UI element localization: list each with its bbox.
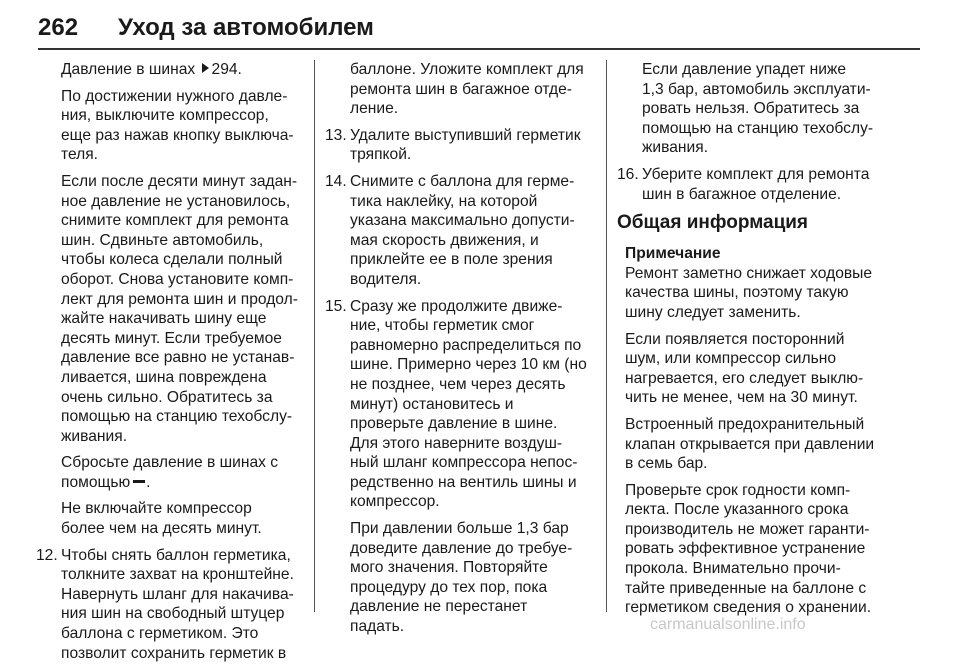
list-item-12 [36,546,306,664]
text-line: ное давление не установилось, [61,192,291,210]
text-line: качества шины, поэтому такую [625,284,849,302]
text-line: По достижении нужного давле- [61,87,288,105]
text-line: нагревается, его следует выклю- [625,369,864,387]
text-line: чить не менее, чем на 30 минут. [625,389,858,407]
text-line: шин. Сдвиньте автомобиль, [61,231,264,249]
text-line: еще раз нажав кнопку выключа- [61,126,294,144]
text-line: ние, чтобы герметик смог [350,317,535,335]
text-line: оборот. Снова установите комп- [61,270,294,288]
text-line: баллона с герметиком. Это [61,625,259,643]
column-1 [36,60,306,670]
text-line: ровать нельзя. Обратитесь за [642,100,860,118]
text-line: Не включайте компрессор [61,500,252,518]
paragraph-pressure-drop [617,60,891,158]
paragraph-compressor-limit [36,499,306,538]
text-line: доведите давление до требуе- [350,539,573,557]
paragraph-pressure-ref: Давление в шинах 294. [61,61,242,78]
text-line: не позднее, чем через десять [350,375,566,393]
note-paragraph [625,481,891,618]
text-line: Навернуть шланг для накачива- [61,585,294,603]
text-line: шин в багажное отделение. [642,185,842,203]
text-line: десять минут. Если требуемое [61,329,282,347]
text-line: помощью на станцию техобслу- [642,119,874,137]
text-line: Снимите с баллона для герме- [350,172,575,190]
text-line: компрессор. [350,493,440,511]
text-line: равномерно распределиться по [350,336,582,354]
item-number: 15. [325,297,347,315]
text-line: в семь бар. [625,455,708,473]
text-line: мая скорость движения, и [350,231,539,249]
list-item-15 [325,297,603,513]
text-line: При давлении больше 1,3 бар [350,520,569,538]
paragraph-ten-minutes [36,172,306,446]
note-title: Примечание [625,245,721,263]
text-line: Чтобы снять баллон герметика, [61,546,291,564]
text-line: баллоне. Уложите комплект для [350,61,584,78]
text-line: Если после десяти минут задан- [61,172,298,190]
text-line: давление все равно не устанав- [61,349,295,367]
text-line: Удалите выступивший герметик [350,126,581,144]
text-line: шину следует заменить. [625,303,801,321]
text-line: живания. [61,427,128,445]
page-header [38,8,920,48]
text-line: толкните захват на кронштейне. [61,566,294,584]
text-line: указана максимально допусти- [350,212,575,230]
text-line: прокола. Внимательно прочи- [625,560,841,578]
paragraph-turn-off [36,87,306,165]
note-block [617,244,891,618]
column-divider [314,60,315,612]
text-line: ление. [350,100,399,118]
text-line: теля. [61,146,98,164]
text-line: более чем на десять минут. [61,520,262,538]
text-line: давление не перестанет [350,598,528,616]
text-line: 1,3 бар, автомобиль эксплуати- [642,80,871,98]
list-item-14 [325,172,603,290]
text-line: помощью на станцию техобслу- [61,408,293,426]
text-line: живания. [642,139,709,157]
text-line: снимите комплект для ремонта [61,212,289,230]
note-paragraph [625,264,891,323]
watermark: carmanualsonline.info [650,616,806,633]
page-title: Уход за автомобилем [118,14,374,41]
page-number: 262 [38,14,79,41]
text-line: Для этого наверните воздуш- [350,434,563,452]
text-line: проверьте давление в шине. [350,415,558,433]
paragraph-continued [325,60,603,119]
triangle-right-icon [202,63,209,73]
text-line: ния шин на свободный штуцер [61,605,285,623]
text-line: ровать эффективное устранение [625,540,866,558]
text-line: ремонта шин в багажное отде- [350,80,573,98]
text-line: очень сильно. Обратитесь за [61,388,273,406]
text-line: шум, или компрессор сильно [625,350,837,368]
item-number: 14. [325,172,347,190]
text-line: Проверьте срок годности комп- [625,481,851,499]
list-item-16 [617,165,891,204]
item-number: 12. [36,546,58,564]
minus-dash-icon [133,480,145,483]
text-line: Уберите комплект для ремонта [642,165,870,183]
item-number: 16. [617,165,639,183]
column-3 [617,60,891,625]
text-line: чтобы колеса сделали полный [61,251,283,269]
text-line: ный шланг компрессора непос- [350,454,578,472]
header-rule [38,48,920,50]
text-line: шине. Примерно через 10 км (но [350,356,587,374]
item-text [642,165,891,204]
text-line: редственно на вентиль шины и [350,473,577,491]
text-line: тика наклейку, на которой [350,192,538,210]
text-line: падать. [350,618,405,636]
text-line: тряпкой. [350,146,412,164]
column-divider [606,60,607,612]
paragraph-pressure-above [325,519,603,637]
text-line: Если давление упадет ниже [642,61,847,78]
text-line: производитель не может гаранти- [625,520,870,538]
text-line: лект для ремонта шин и продол- [61,290,298,308]
text-line: тайте приведенные на баллоне с [625,579,867,597]
text-line: ния, выключите компрессор, [61,107,269,125]
text-line: лекта. После указанного срока [625,501,849,519]
item-text [350,172,603,290]
item-number: 13. [325,126,347,144]
text-line: Встроенный предохранительный [625,415,865,433]
column-2 [325,60,603,644]
text-line: процедуру до тех пор, пока [350,578,548,596]
text-line: водителя. [350,270,422,288]
item-text [350,126,603,165]
text-line: Сразу же продолжите движе- [350,297,563,315]
note-paragraph [625,330,891,408]
section-heading: Общая информация [617,212,809,234]
note-paragraph [625,415,891,474]
item-text [350,297,603,513]
page-reference-link[interactable]: 294. [211,61,242,78]
text-line: Ремонт заметно снижает ходовые [625,264,873,282]
list-item-13 [325,126,603,165]
text-line: клапан открывается при давлении [625,435,875,453]
text-line: минут) остановитесь и [350,395,514,413]
text-line: приклейте ее в поле зрения [350,251,553,269]
text-line: Если появляется посторонний [625,330,845,348]
paragraph-reset-pressure: Сбросьте давление в шинах с помощью . [61,454,279,491]
text-line: ливается, шина повреждена [61,368,267,386]
text-line: позволит сохранить герметик в [61,644,287,662]
item-text [61,546,306,664]
text-line: жайте накачивать шину еще [61,310,267,328]
text-line: герметиком сведения о хранении. [625,599,872,617]
text-line: мого значения. Повторяйте [350,559,548,577]
